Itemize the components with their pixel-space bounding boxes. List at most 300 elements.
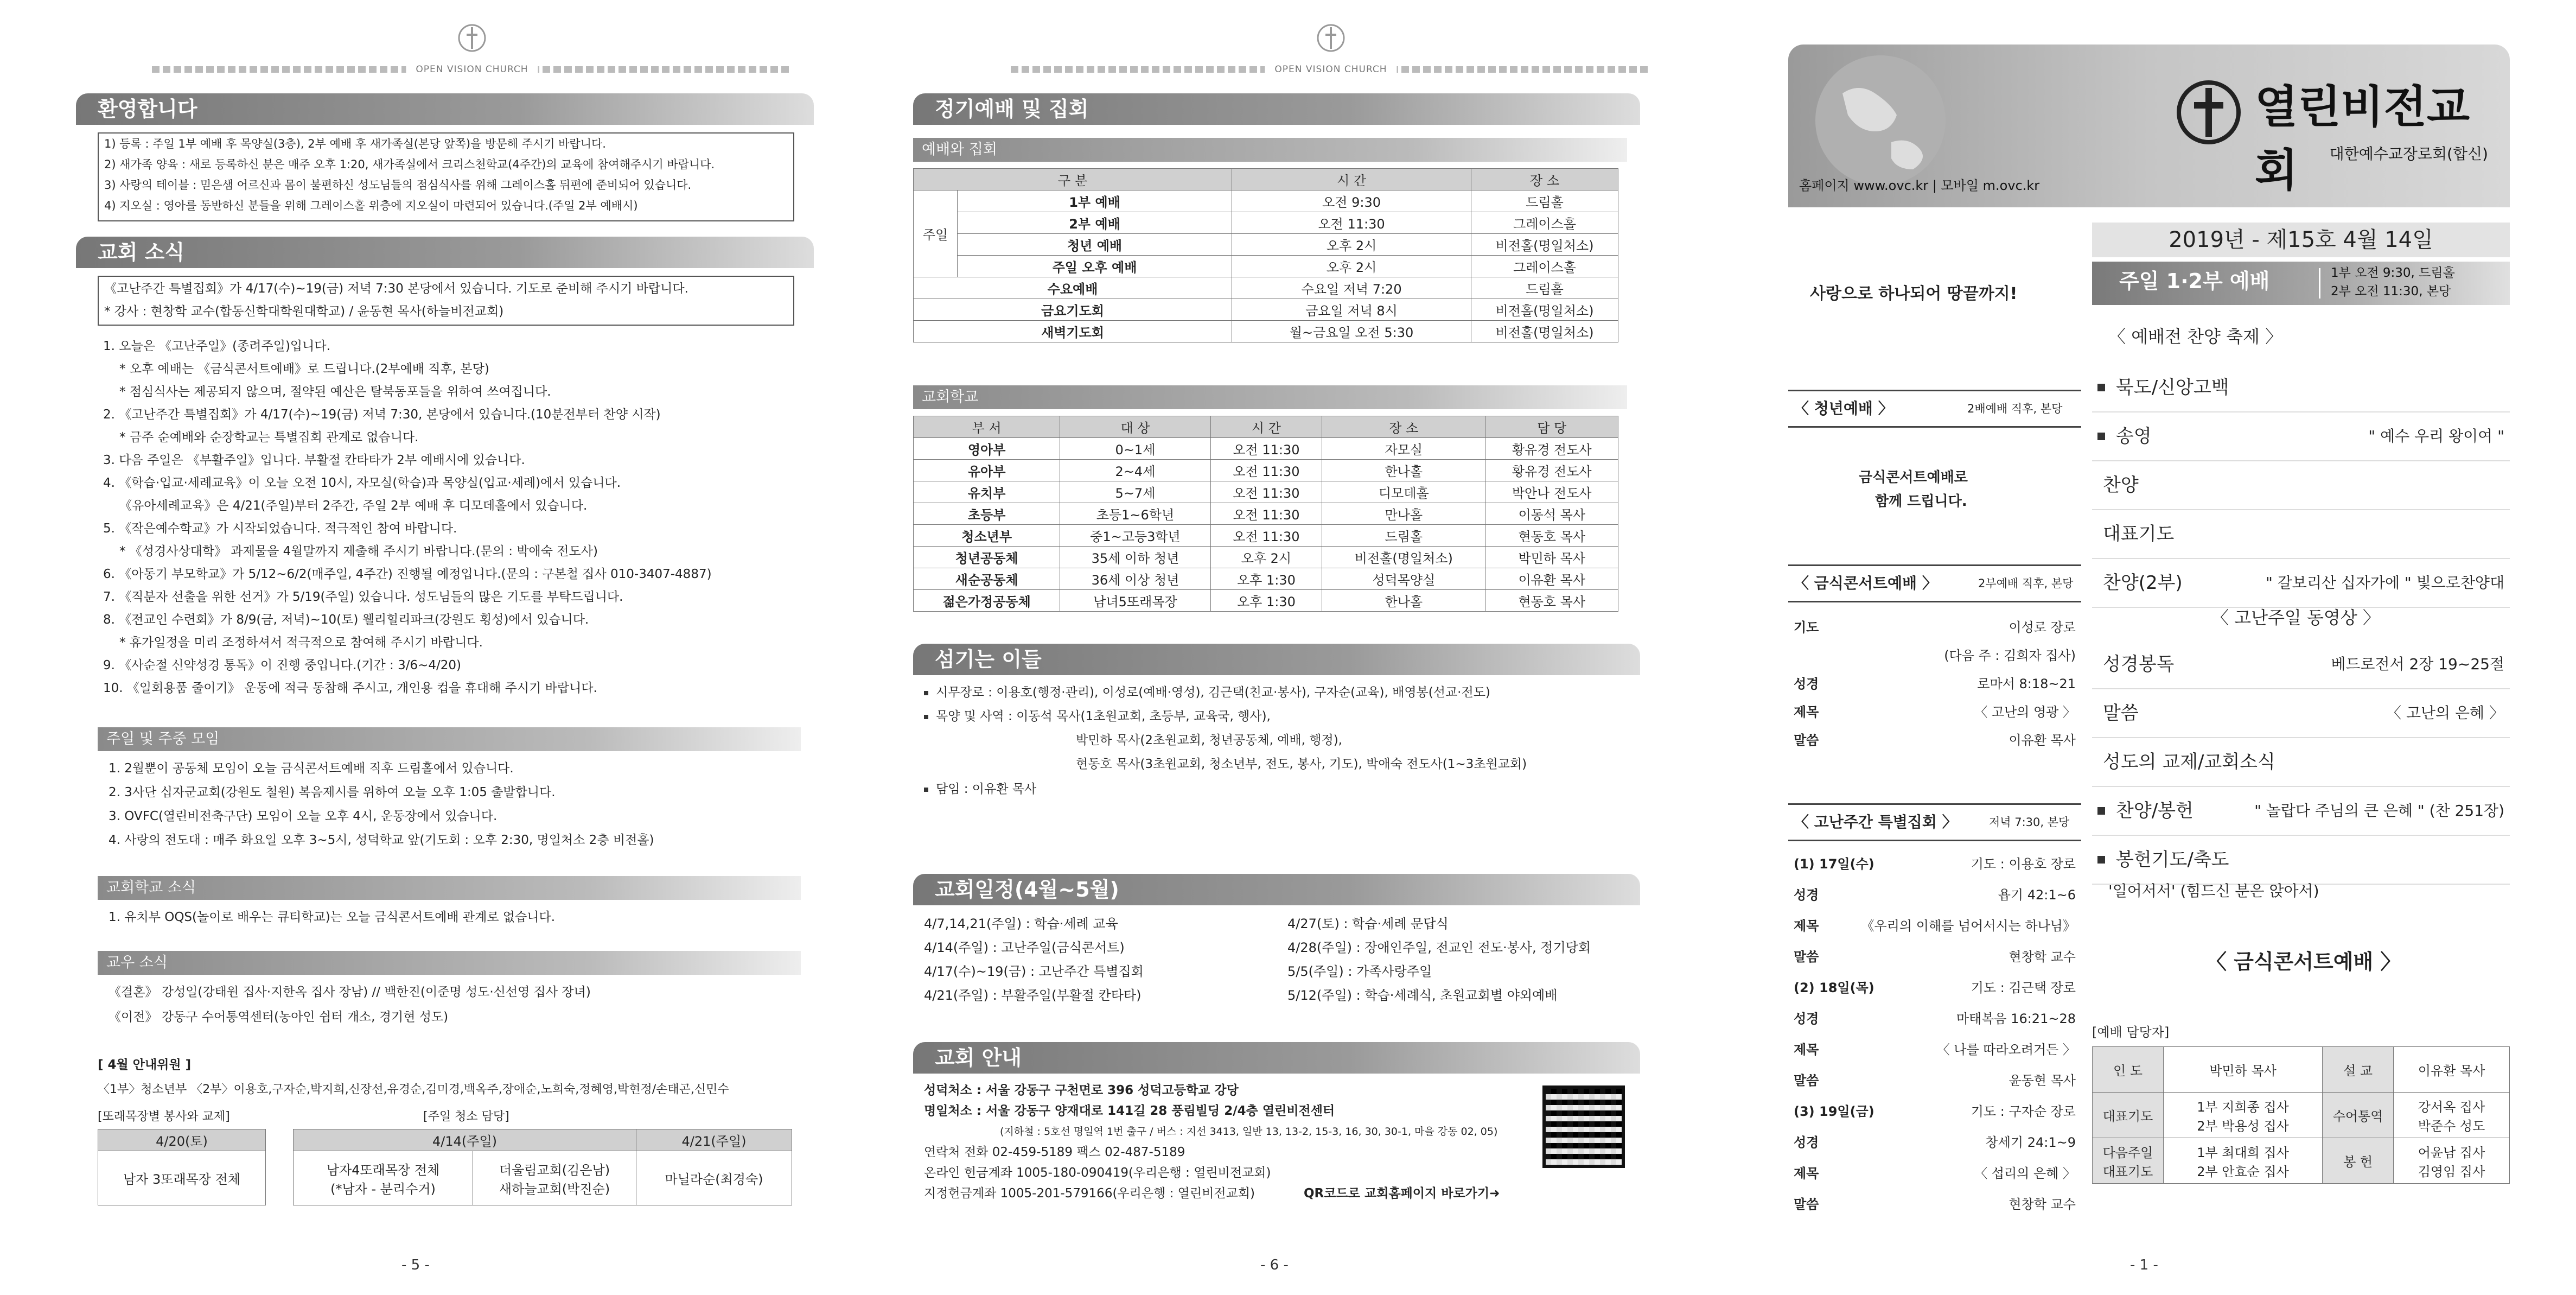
cleaning-left-table xyxy=(98,1129,266,1205)
servants-text: 시무장로 : 이용호(행정·관리), 이성로(예배·영성), 김근택(친교·봉사), 구자순(교육), 배영봉(선교·전도) xyxy=(936,685,1490,700)
servants-line xyxy=(924,777,1036,801)
news-item: 8. 《전교인 수련회》가 8/9(금, 저녁)~10(토) 웰리힐리파크(강원도 횡성)에서 있습니다. xyxy=(103,613,589,627)
duty-cell xyxy=(2164,1093,2323,1138)
fasting-note: 2부예배 직후, 본당 xyxy=(1978,577,2074,590)
detail-key: 성경 xyxy=(1794,887,1819,903)
duty-cell xyxy=(2394,1047,2510,1093)
detail-row xyxy=(1794,726,2076,754)
school-title: 교회학교 소식 xyxy=(98,876,801,900)
worship-cell: 청년 예배 xyxy=(958,234,1232,256)
edu-cell: 유아부 xyxy=(914,460,1060,481)
servants-line: 박민하 목사(2초원교회, 청년공동체, 예배, 행정), xyxy=(1076,733,1342,747)
order-item xyxy=(2092,689,2510,738)
worship-cell: 새벽기도회 xyxy=(914,321,1232,342)
duty-text: 다음주일 xyxy=(2102,1145,2153,1160)
detail-value: 이유환 목사 xyxy=(2008,733,2076,748)
detail-row xyxy=(1794,1189,2076,1220)
worship-cell: 월~금요일 오전 5:30 xyxy=(1232,321,1471,342)
bullet-icon xyxy=(924,691,928,695)
order-list xyxy=(2092,640,2510,885)
service-title: 주일 1·2부 예배 xyxy=(2119,269,2270,293)
duty-cell xyxy=(2394,1093,2510,1138)
news-title: 교회 소식 xyxy=(76,237,814,268)
detail-value: 이성로 장로 xyxy=(2008,620,2076,635)
detail-row xyxy=(1794,1034,2076,1065)
order-key: 찬양 xyxy=(2103,474,2139,496)
video-title: 〈 고난주일 동영상 〉 xyxy=(2211,607,2380,628)
info-line: 온라인 헌금계좌 1005-180-090419(우리은행 : 열린비전교회) xyxy=(924,1166,1271,1180)
news-item: 2. 《고난주간 특별집회》가 4/17(수)~19(금) 저녁 7:30, 본당에서 있습니다.(10분전부터 찬양 시작) xyxy=(103,408,661,422)
duty-text: 박민하 목사 xyxy=(2209,1063,2277,1078)
welcome-line: 1) 등록 : 주일 1부 예배 후 목양실(3층), 2부 예배 후 새가족실(본당 앞쪽)을 방문해 주시기 바랍니다. xyxy=(104,137,606,150)
detail-value: 로마서 8:18~21 xyxy=(1977,676,2076,691)
edu-cell: 청년공동체 xyxy=(914,547,1060,568)
order-key: 찬양/봉헌 xyxy=(2116,800,2194,822)
edu-cell: 젊은가정공동체 xyxy=(914,590,1060,612)
welcome-line: 3) 사랑의 테이블 : 믿은샘 어르신과 몸이 불편하신 성도님들의 점심식사를 위해 그레이스홀 뒤편에 준비되어 있습니다. xyxy=(104,179,692,192)
order-key: 봉헌기도/축도 xyxy=(2116,849,2229,871)
motto: 사랑으로 하나되어 땅끝까지! xyxy=(1810,284,2018,303)
duty-text: 이유환 목사 xyxy=(2418,1063,2485,1078)
news-box-line: * 강사 : 현창학 교수(합동신학대학원대학교) / 윤동현 목사(하늘비전교회) xyxy=(104,304,504,319)
welcome-line: 2) 새가족 양육 : 새로 등록하신 분은 매주 오후 1:20, 새가족실에서 크리스천학교(4주간)의 교육에 참여해주시기 바랍니다. xyxy=(104,158,715,171)
servants-text: 목양 및 사역 : 이동석 목사(1초원교회, 초등부, 교육국, 행사), xyxy=(936,709,1271,723)
duty-text: 설 교 xyxy=(2343,1063,2373,1078)
detail-value: 〈 고난의 영광 〉 xyxy=(1974,704,2076,720)
fasting-list xyxy=(1794,613,2076,754)
worship-cell: 오전 11:30 xyxy=(1232,212,1471,234)
members-title: 교우 소식 xyxy=(98,951,801,975)
edu-header: 시 간 xyxy=(1210,416,1322,438)
worship-cell: 오전 9:30 xyxy=(1232,191,1471,212)
cleaning-left-title: [또래목장별 봉사와 교제] xyxy=(98,1110,230,1123)
duty-text: 봉 헌 xyxy=(2343,1154,2373,1170)
meeting-item: 4. 사랑의 전도대 : 매주 화요일 오후 3~5시, 성덕학교 앞(기도회 : 오후 2:30, 명일처소 2층 비전홀) xyxy=(109,833,654,847)
fasting-header xyxy=(1788,564,2081,602)
edu-header: 대 상 xyxy=(1060,416,1210,438)
bullet-icon xyxy=(2097,856,2105,864)
bullet-icon xyxy=(924,788,928,792)
edu-cell: 황유경 전도사 xyxy=(1485,460,1618,481)
detail-row xyxy=(1794,670,2076,698)
bullet-icon xyxy=(924,715,928,719)
edu-cell: 한나홀 xyxy=(1322,590,1485,612)
page-6 xyxy=(859,0,1718,1295)
edu-cell: 오전 11:30 xyxy=(1210,525,1322,547)
edu-cell: 오전 11:30 xyxy=(1210,481,1322,503)
detail-key: (3) 19일(금) xyxy=(1794,1104,1874,1119)
news-item: 1. 오늘은 《고난주일》(종려주일)입니다. xyxy=(103,339,330,353)
detail-value: 윤동현 목사 xyxy=(2008,1073,2076,1088)
worship-cell: 그레이스홀 xyxy=(1471,212,1618,234)
worship-cell: 비전홀(명일처소) xyxy=(1471,234,1618,256)
detail-value: 현창학 교수 xyxy=(2008,1197,2076,1212)
cleaning-right-head: 4/14(주일) xyxy=(294,1129,636,1151)
detail-key: 제목 xyxy=(1794,918,1819,934)
order-list xyxy=(2092,364,2510,608)
order-value: " 예수 우리 왕이여 " xyxy=(2368,427,2504,445)
detail-key: 성경 xyxy=(1794,676,1819,691)
worship-cell: 오후 2시 xyxy=(1232,256,1471,277)
detail-key: 제목 xyxy=(1794,704,1819,720)
news-item: * 점심식사는 제공되지 않으며, 절약된 예산은 탈북동포들을 위하여 쓰여집니다. xyxy=(119,385,551,399)
order-item xyxy=(2092,738,2510,787)
passion-header xyxy=(1788,803,2081,841)
detail-row xyxy=(1794,880,2076,911)
news-item: * 오후 예배는 《금식콘서트예배》로 드립니다.(2부예배 직후, 본당) xyxy=(119,362,489,376)
worship-sub: 예배와 집회 xyxy=(913,138,1627,162)
passion-list xyxy=(1794,849,2076,1220)
cleaning-cell: 마닐라순(최경숙) xyxy=(636,1151,792,1205)
worship-cell: 그레이스홀 xyxy=(1471,256,1618,277)
detail-row xyxy=(1794,942,2076,973)
order-key: 말씀 xyxy=(2103,702,2139,724)
order-item xyxy=(2092,836,2510,885)
worship-cell: 2부 예배 xyxy=(958,212,1232,234)
youth-title: 〈 청년예배 〉 xyxy=(1794,399,1893,417)
church-logo-icon xyxy=(456,22,488,54)
edu-cell: 오후 1:30 xyxy=(1210,590,1322,612)
church-name: 열린비전교회 xyxy=(2255,81,2470,196)
order-value: " 놀랍다 주님의 큰 은혜 " (찬 251장) xyxy=(2254,802,2504,820)
duty-cell xyxy=(2164,1138,2323,1184)
worship-cell: 수요예배 xyxy=(914,277,1232,299)
detail-key: (2) 18일(목) xyxy=(1794,980,1874,995)
concert-title: 〈 금식콘서트예배 〉 xyxy=(2206,950,2401,974)
detail-value: 기도 : 구자순 장로 xyxy=(1971,1104,2076,1119)
youth-header xyxy=(1788,390,2081,428)
servants-title: 섬기는 이들 xyxy=(913,644,1640,675)
youth-body: 금식콘서트예배로 xyxy=(1859,469,1968,486)
service-time: 2부 오전 11:30, 본당 xyxy=(2331,284,2451,299)
passion-title: 〈 고난주간 특별집회 〉 xyxy=(1794,813,1957,831)
detail-value: 욥기 42:1~6 xyxy=(1998,887,2076,903)
edu-cell: 드림홀 xyxy=(1322,525,1485,547)
worship-cell: 금요일 저녁 8시 xyxy=(1232,299,1471,321)
duty-cell xyxy=(2093,1047,2164,1093)
edu-table xyxy=(913,416,1618,612)
church-logo-icon xyxy=(1315,22,1347,54)
edu-header: 부 서 xyxy=(914,416,1060,438)
detail-key: 기도 xyxy=(1794,620,1819,635)
news-item: 9. 《사순절 신약성경 통독》이 진행 중입니다.(기간 : 3/6~4/20) xyxy=(103,658,461,672)
edu-cell: 이동석 목사 xyxy=(1485,503,1618,525)
schedule-item: 4/7,14,21(주일) : 학습·세례 교육 xyxy=(924,916,1118,931)
edu-cell: 이유환 목사 xyxy=(1485,568,1618,590)
worship-title: 정기예배 및 집회 xyxy=(913,93,1640,125)
page-1 xyxy=(1718,0,2576,1295)
duty-text: 수어통역 xyxy=(2332,1109,2383,1124)
duty-text: 2부 안효순 집사 xyxy=(2197,1164,2289,1179)
info-line: 성덕처소 : 서울 강동구 구천면로 396 성덕고등학교 강당 xyxy=(924,1083,1239,1097)
news-item: 10. 《일회용품 줄이기》 운동에 적극 동참해 주시고, 개인용 컵을 휴대해 주시기 바랍니다. xyxy=(103,681,597,695)
edu-cell: 영아부 xyxy=(914,438,1060,460)
bullet-icon xyxy=(2097,807,2105,815)
detail-key: 말씀 xyxy=(1794,733,1819,748)
cleaning-right-title: [주일 청소 담당] xyxy=(423,1110,509,1123)
order-item xyxy=(2092,559,2510,608)
edu-cell: 유치부 xyxy=(914,481,1060,503)
order-key: 성도의 교제/교회소식 xyxy=(2103,751,2275,773)
schedule-item: 4/27(토) : 학습·세례 문답식 xyxy=(1287,916,1449,931)
guides-title: [ 4월 안내위원 ] xyxy=(98,1058,192,1072)
passion-note: 저녁 7:30, 본당 xyxy=(1989,816,2070,829)
order-key: 송영 xyxy=(2116,426,2152,447)
edu-cell: 35세 이하 청년 xyxy=(1060,547,1210,568)
detail-row xyxy=(1794,849,2076,880)
issue-bar: 2019년 - 제15호 4월 14일 xyxy=(2092,223,2510,257)
order-item xyxy=(2092,412,2510,461)
detail-value: 현창학 교수 xyxy=(2008,949,2076,964)
order-key: 성경봉독 xyxy=(2103,653,2175,675)
meeting-item: 2. 3사단 십자군교회(강원도 철원) 복음제시를 위하여 오늘 오후 1:05 출발합니다. xyxy=(109,785,556,799)
detail-value: (다음 주 : 김희자 집사) xyxy=(1944,648,2076,663)
schedule-item: 5/12(주일) : 학습·세례식, 초원교회별 야외예배 xyxy=(1287,988,1558,1003)
news-item: 7. 《직분자 선출을 위한 선거》가 5/19(주일) 있습니다. 성도님들의 많은 기도를 부탁드립니다. xyxy=(103,590,623,604)
duty-title: [예배 담당자] xyxy=(2092,1025,2170,1040)
page-header xyxy=(152,22,792,76)
detail-value: 〈 섭리의 은혜 〉 xyxy=(1974,1166,2076,1181)
order-key: 대표기도 xyxy=(2103,523,2175,545)
edu-cell: 오전 11:30 xyxy=(1210,503,1322,525)
duty-text: 어윤남 집사 xyxy=(2418,1145,2485,1160)
edu-cell: 오전 11:30 xyxy=(1210,460,1322,481)
bullet-icon xyxy=(2097,384,2105,391)
order-value: " 갈보리산 십자가에 " 빛으로찬양대 xyxy=(2265,574,2504,592)
duty-cell xyxy=(2323,1093,2394,1138)
worship-cell: 드림홀 xyxy=(1471,191,1618,212)
news-item: * 금주 순예배와 순장학교는 특별집회 관계로 없습니다. xyxy=(119,430,419,445)
cleaning-right-table xyxy=(293,1129,792,1205)
worship-cell: 오후 2시 xyxy=(1232,234,1471,256)
worship-header: 시 간 xyxy=(1232,169,1471,191)
info-line: 명일처소 : 서울 강동구 양재대로 141길 28 풍림빌딩 2/4층 열린비전센터 xyxy=(924,1104,1335,1118)
youth-note: 2배예배 직후, 본당 xyxy=(1967,402,2063,415)
news-item: 3. 다음 주일은 《부활주일》입니다. 부활절 칸타타가 2부 예배시에 있습니다. xyxy=(103,453,525,467)
cleaning-cell: 더울림교회(김은남) xyxy=(499,1162,610,1178)
member-item: 《결혼》 강성일(강태원 집사·지한옥 집사 장남) // 백한진(이준명 성도·신선영 집사 장녀) xyxy=(109,985,591,999)
duty-cell xyxy=(2323,1138,2394,1184)
servants-line: 현동호 목사(3초원교회, 청소년부, 전도, 봉사, 기도), 박애숙 전도사(1~3초원교회) xyxy=(1076,757,1527,771)
church-name-en: OPEN VISION CHURCH xyxy=(1265,64,1397,75)
order-value: 〈 고난의 은혜 〉 xyxy=(2386,704,2504,722)
detail-row xyxy=(1794,973,2076,1004)
service-time: 1부 오전 9:30, 드림홀 xyxy=(2331,266,2455,280)
duty-text: 대표기도 xyxy=(2102,1109,2153,1124)
duty-text: 1부 지희종 집사 xyxy=(2197,1099,2289,1115)
cleaning-cell: (*남자 - 분리수거) xyxy=(330,1181,436,1197)
duty-cell xyxy=(2394,1138,2510,1184)
duty-text: 1부 최대희 집사 xyxy=(2197,1145,2289,1160)
detail-row xyxy=(1794,1096,2076,1127)
detail-row xyxy=(1794,911,2076,942)
edu-cell: 36세 이상 청년 xyxy=(1060,568,1210,590)
edu-cell: 현동호 목사 xyxy=(1485,590,1618,612)
page-number: - 6 - xyxy=(1260,1257,1289,1273)
duty-table xyxy=(2092,1046,2510,1184)
edu-header: 장 소 xyxy=(1322,416,1485,438)
order-item xyxy=(2092,510,2510,559)
servants-text: 담임 : 이유환 목사 xyxy=(936,782,1037,796)
news-item: 4. 《학습·입교·세례교육》이 오늘 오전 10시, 자모실(학습)과 목양실(입교·세례)에서 있습니다. xyxy=(103,476,621,490)
cleaning-left-cell: 남자 3또래목장 전체 xyxy=(98,1151,266,1205)
worship-cell: 1부 예배 xyxy=(958,191,1232,212)
info-line: (지하철 : 5호선 명일역 1번 출구 / 버스 : 지선 3413, 일반 13, 13-2, 15-3, 16, 30, 30-1, 마을 강동 02, 05) xyxy=(1000,1126,1498,1138)
worship-cell: 수요일 저녁 7:20 xyxy=(1232,277,1471,299)
edu-cell: 초등1~6학년 xyxy=(1060,503,1210,525)
qr-label[interactable]: QR코드로 교회홈페이지 바로가기➜ xyxy=(1304,1186,1500,1201)
detail-row xyxy=(1794,1127,2076,1158)
detail-key: 제목 xyxy=(1794,1166,1819,1181)
schedule-item: 4/21(주일) : 부활주일(부활절 칸타타) xyxy=(924,988,1142,1003)
church-name-en: OPEN VISION CHURCH xyxy=(406,64,538,75)
detail-key: (1) 17일(수) xyxy=(1794,856,1874,872)
news-item: 6. 《아동기 부모학교》가 5/12~6/2(매주일, 4주간) 진행될 예정입니다.(문의 : 구본철 집사 010-3407-4887) xyxy=(103,567,712,581)
cleaning-right-head: 4/21(주일) xyxy=(636,1129,792,1151)
cleaning-left-head: 4/20(토) xyxy=(98,1129,266,1151)
schedule-item: 5/5(주일) : 가족사랑주일 xyxy=(1287,964,1432,979)
news-item: * 《성경사상대학》 과제물을 4월말까지 제출해 주시기 바랍니다.(문의 : 박애숙 전도사) xyxy=(119,544,598,558)
pre-worship-title: 〈 예배전 찬양 축제 〉 xyxy=(2108,326,2283,347)
edu-cell: 청소년부 xyxy=(914,525,1060,547)
service-bar xyxy=(2092,262,2510,305)
edu-cell: 0~1세 xyxy=(1060,438,1210,460)
guides-line: 〈1부〉청소년부 〈2부〉이용호,구자순,박지희,신장선,유경순,김미경,백옥주,장애순,노희숙,정혜영,박현정/손태곤,신민수 xyxy=(98,1083,729,1096)
welcome-line: 4) 지오실 : 영아를 동반하신 분들을 위해 그레이스홀 위층에 지오실이 마련되어 있습니다.(주일 2부 예배시) xyxy=(104,199,638,212)
edu-cell: 새순공동체 xyxy=(914,568,1060,590)
schedule-item: 4/17(수)~19(금) : 고난주간 특별집회 xyxy=(924,964,1144,979)
news-item: 《유아세례교육》은 4/21(주일)부터 2주간, 주일 2부 예배 후 디모데홀에서 있습니다. xyxy=(119,499,588,513)
detail-key: 말씀 xyxy=(1794,949,1819,964)
edu-cell: 2~4세 xyxy=(1060,460,1210,481)
church-logo-icon xyxy=(2173,77,2244,148)
detail-value: 기도 : 김근택 장로 xyxy=(1971,980,2076,995)
detail-row xyxy=(1794,1065,2076,1096)
duty-cell xyxy=(2323,1047,2394,1093)
order-item xyxy=(2092,461,2510,510)
edu-cell: 비전홀(명일처소) xyxy=(1322,547,1485,568)
duty-text: 박준수 성도 xyxy=(2418,1118,2485,1134)
info-title: 교회 안내 xyxy=(913,1042,1640,1074)
welcome-box xyxy=(98,132,794,221)
detail-key: 말씀 xyxy=(1794,1197,1819,1212)
duty-cell xyxy=(2093,1138,2164,1184)
detail-row xyxy=(1794,613,2076,642)
detail-row xyxy=(1794,1158,2076,1189)
detail-key: 말씀 xyxy=(1794,1073,1819,1088)
edu-cell: 한나홀 xyxy=(1322,460,1485,481)
detail-row xyxy=(1794,642,2076,670)
worship-cell: 드림홀 xyxy=(1471,277,1618,299)
duty-cell xyxy=(2164,1047,2323,1093)
detail-value: 기도 : 이용호 장로 xyxy=(1971,856,2076,872)
order-item xyxy=(2092,787,2510,836)
worship-cell: 주일 오후 예배 xyxy=(958,256,1232,277)
detail-value: 《우리의 이해를 넘어서시는 하나님》 xyxy=(1861,918,2076,934)
edu-cell: 자모실 xyxy=(1322,438,1485,460)
edu-cell: 박안나 전도사 xyxy=(1485,481,1618,503)
meetings-title: 주일 및 주중 모임 xyxy=(98,727,801,751)
globe-icon xyxy=(1810,50,1951,191)
edu-cell: 남녀5또래목장 xyxy=(1060,590,1210,612)
news-box xyxy=(98,276,794,326)
detail-row xyxy=(1794,698,2076,726)
order-key: 묵도/신앙고백 xyxy=(2116,377,2229,398)
member-item: 《이전》 강동구 수어통역센터(농아인 쉼터 개소, 경기현 성도) xyxy=(109,1010,449,1024)
fasting-title: 〈 금식콘서트예배 〉 xyxy=(1794,574,1937,592)
schedule-title: 교회일정(4월~5월) xyxy=(913,874,1640,905)
worship-cell: 비전홀(명일처소) xyxy=(1471,299,1618,321)
schedule-item: 4/28(주일) : 장애인주일, 전교인 전도·봉사, 정기당회 xyxy=(1287,940,1591,955)
news-box-line: 《고난주간 특별집회》가 4/17(수)~19(금) 저녁 7:30 본당에서 있습니다. 기도로 준비해 주시기 바랍니다. xyxy=(104,282,688,296)
worship-sunday-label: 주일 xyxy=(914,191,958,277)
worship-cell: 금요기도회 xyxy=(914,299,1232,321)
page-5 xyxy=(0,0,859,1295)
edu-cell: 만나홀 xyxy=(1322,503,1485,525)
edu-header: 담 당 xyxy=(1485,416,1618,438)
order-value: 베드로전서 2장 19~25절 xyxy=(2331,655,2504,673)
page-header xyxy=(1011,22,1651,76)
page-number: - 1 - xyxy=(2130,1257,2158,1273)
detail-key: 성경 xyxy=(1794,1135,1819,1150)
qr-code-icon[interactable] xyxy=(1542,1085,1625,1168)
edu-cell: 현동호 목사 xyxy=(1485,525,1618,547)
edu-cell: 중1~고등3학년 xyxy=(1060,525,1210,547)
meeting-item: 3. OVFC(열린비전축구단) 모임이 오늘 오후 4시, 운동장에서 있습니다. xyxy=(109,809,498,823)
detail-key: 제목 xyxy=(1794,1042,1819,1057)
order-last: '일어서서' (힘드신 분은 앉아서) xyxy=(2108,882,2319,900)
duty-text: 김영임 집사 xyxy=(2418,1164,2485,1179)
page-number: - 5 - xyxy=(401,1257,430,1273)
detail-value: 〈 나를 따라오려거든 〉 xyxy=(1936,1042,2076,1057)
website[interactable]: 홈페이지 www.ovc.kr | 모바일 m.ovc.kr xyxy=(1799,178,2040,193)
edu-cell: 5~7세 xyxy=(1060,481,1210,503)
edu-cell: 황유경 전도사 xyxy=(1485,438,1618,460)
divider xyxy=(2319,268,2320,299)
edu-cell: 박민하 목사 xyxy=(1485,547,1618,568)
order-key: 찬양(2부) xyxy=(2103,572,2183,594)
info-line: 지정헌금계좌 1005-201-579166(우리은행 : 열린비전교회) xyxy=(924,1186,1255,1201)
info-line: 연락처 전화 02-459-5189 팩스 02-487-5189 xyxy=(924,1145,1185,1159)
edu-cell: 오후 2시 xyxy=(1210,547,1322,568)
school-item: 1. 유치부 OQS(놀이로 배우는 큐티학교)는 오늘 금식콘서트예배 관계로 없습니다. xyxy=(109,910,556,924)
duty-text: 강서옥 집사 xyxy=(2418,1099,2485,1115)
detail-value: 창세기 24:1~9 xyxy=(1985,1135,2076,1150)
worship-header: 구 분 xyxy=(914,169,1232,191)
servants-line xyxy=(924,704,1271,728)
duty-text: 2부 박용성 집사 xyxy=(2197,1118,2289,1134)
order-item xyxy=(2092,364,2510,412)
edu-cell: 오전 11:30 xyxy=(1210,438,1322,460)
detail-value: 마태복음 16:21~28 xyxy=(1956,1011,2076,1026)
cleaning-cell: 남자4또래목장 전체 xyxy=(326,1162,440,1178)
cleaning-cell: 새하늘교회(박진순) xyxy=(499,1181,610,1197)
duty-text: 인 도 xyxy=(2113,1063,2143,1078)
edu-cell: 오후 1:30 xyxy=(1210,568,1322,590)
news-item: * 휴가일정을 미리 조정하셔서 적극적으로 참여해 주시기 바랍니다. xyxy=(119,636,483,650)
detail-key: 성경 xyxy=(1794,1011,1819,1026)
youth-body: 함께 드립니다. xyxy=(1875,493,1967,510)
order-item xyxy=(2092,640,2510,689)
detail-row xyxy=(1794,1004,2076,1034)
schedule-item: 4/14(주일) : 고난주일(금식콘서트) xyxy=(924,940,1125,955)
cover-banner xyxy=(1788,45,2510,207)
duty-text: 대표기도 xyxy=(2102,1164,2153,1179)
edu-cell: 디모데홀 xyxy=(1322,481,1485,503)
meeting-item: 1. 2월뿐이 공동체 모임이 오늘 금식콘서트예배 직후 드림홀에서 있습니다. xyxy=(109,761,514,776)
worship-header: 장 소 xyxy=(1471,169,1618,191)
duty-cell xyxy=(2093,1093,2164,1138)
